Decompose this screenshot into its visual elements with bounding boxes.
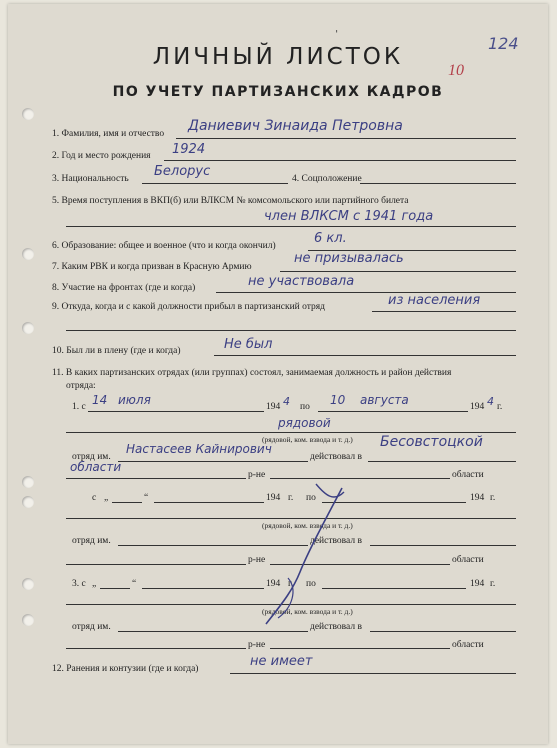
unit-2-from-label: с — [92, 493, 97, 503]
unit-1-from-line — [88, 411, 264, 412]
unit-2-month-line — [154, 502, 264, 503]
field-9-line-2 — [66, 330, 516, 331]
unit-1-position-value: рядовой — [278, 416, 331, 430]
unit-1-year-suffix: г. — [497, 402, 503, 412]
field-9-label: 9. Откуда, когда и с какой должности прибыл в партизанский отряд — [52, 302, 325, 312]
punch-hole — [22, 496, 34, 508]
unit-1-rn-line — [66, 478, 246, 479]
unit-1-position-hint: (рядовой, ком. взвода и т. д.) — [262, 435, 353, 444]
unit-3-otryad-label: отряд им. — [72, 622, 111, 632]
unit-2-rn-label: р-не — [248, 555, 266, 565]
field-10-line — [214, 355, 516, 356]
title-tick-mark: ˈ — [334, 28, 340, 45]
unit-3-oblast-line — [270, 648, 450, 649]
field-1-value: Даниевич Зинаида Петровна — [188, 118, 403, 134]
field-5-label: 5. Время поступления в ВКП(б) или ВЛКСМ № комсомольского или партийного билета — [52, 196, 409, 206]
unit-2-area-line — [370, 545, 516, 546]
field-9-line — [372, 311, 516, 312]
unit-1-year-a-hw: 4 — [283, 395, 290, 408]
field-2-value: 1924 — [172, 142, 206, 157]
page-title: ЛИЧНЫЙ ЛИСТОК — [152, 44, 404, 70]
unit-1-from-month: июля — [118, 393, 151, 407]
punch-hole — [22, 578, 34, 590]
unit-1-from-label: 1. с — [72, 402, 86, 412]
cross-out-stroke — [258, 482, 368, 632]
punch-holes — [8, 4, 48, 744]
unit-1-area-value: Бесовстоцкой — [380, 434, 483, 450]
unit-3-from-label: 3. с — [72, 579, 86, 589]
unit-1-to-line — [318, 411, 468, 412]
page-subtitle: ПО УЧЕТУ ПАРТИЗАНСКИХ КАДРОВ — [112, 84, 444, 100]
unit-2-close-quote: “ — [144, 493, 149, 503]
field-12-line — [230, 673, 516, 674]
field-6-label: 6. Образование: общее и военное (что и когда окончил) — [52, 241, 276, 251]
unit-1-otryad-line — [118, 461, 308, 462]
unit-3-year-a: 194 — [266, 579, 281, 589]
unit-2-deistv-label: действовал в — [310, 536, 362, 546]
field-1-line — [176, 138, 516, 139]
punch-hole — [22, 476, 34, 488]
unit-3-day-line — [100, 588, 130, 589]
unit-1-to-label: по — [300, 402, 310, 412]
unit-2-year-a-suffix: г. — [288, 493, 294, 503]
unit-1-oblast-label: области — [452, 470, 484, 480]
document-page — [8, 4, 548, 744]
field-1-label: 1. Фамилия, имя и отчество — [52, 129, 165, 139]
unit-2-position-hint: (рядовой, ком. взвода и т. д.) — [262, 521, 353, 530]
field-2-label: 2. Год и место рождения — [52, 151, 151, 161]
unit-3-rn-label: р-не — [248, 640, 266, 650]
field-6-value: 6 кл. — [314, 231, 347, 246]
field-11-label: 11. В каких партизанских отрядах (или группах) состоял, занимаемая должность и район действия — [52, 368, 452, 378]
unit-2-year-b: 194 — [470, 493, 485, 503]
unit-2-year-a: 194 — [266, 493, 281, 503]
archive-page-number: 124 — [488, 34, 519, 53]
unit-3-to-label: по — [306, 579, 316, 589]
punch-hole — [22, 248, 34, 260]
field-7-label: 7. Каким РВК и когда призван в Красную Армию — [52, 262, 252, 272]
unit-1-area-line — [368, 461, 516, 462]
unit-1-year-b-hw: 4 — [487, 395, 494, 408]
field-3-value: Белорус — [154, 164, 211, 179]
unit-3-open-quote: „ — [92, 579, 97, 589]
unit-1-from-day: 14 — [92, 393, 108, 407]
unit-2-to-label: по — [306, 493, 316, 503]
unit-1-to-month: августа — [360, 393, 409, 407]
unit-1-oblast-value: области — [70, 460, 122, 474]
unit-3-year-a-suffix: г. — [288, 579, 294, 589]
unit-1-otryad-value: Настасеев Кайнирович — [126, 442, 272, 456]
field-2-line — [164, 160, 516, 161]
unit-2-otryad-label: отряд им. — [72, 536, 111, 546]
punch-hole — [22, 322, 34, 334]
unit-2-year-suffix: г. — [490, 493, 496, 503]
field-8-value: не участвовала — [248, 274, 355, 289]
field-10-value: Не был — [224, 337, 273, 352]
field-8-label: 8. Участие на фронтах (где и когда) — [52, 283, 196, 293]
unit-3-deistv-label: действовал в — [310, 622, 362, 632]
unit-2-rn-line — [66, 564, 246, 565]
field-11-label-cont: отряда: — [66, 381, 96, 391]
field-10-label: 10. Был ли в плену (где и когда) — [52, 346, 181, 356]
field-9-value: из населения — [388, 293, 481, 308]
unit-2-oblast-label: области — [452, 555, 484, 565]
unit-3-position-hint: (рядовой, ком. взвода и т. д.) — [262, 607, 353, 616]
unit-3-oblast-label: области — [452, 640, 484, 650]
unit-1-rn-label: р-не — [248, 470, 266, 480]
unit-1-deistv-label: действовал в — [310, 452, 362, 462]
field-5-line — [66, 226, 516, 227]
punch-hole — [22, 108, 34, 120]
unit-1-to-day: 10 — [330, 393, 346, 407]
red-pencil-number: 10 — [448, 62, 464, 79]
field-7-line — [280, 271, 516, 272]
field-3-line — [142, 183, 288, 184]
unit-1-otryad-label: отряд им. — [72, 452, 111, 462]
unit-3-rn-line — [66, 648, 246, 649]
field-3-label: 3. Национальность — [52, 174, 129, 184]
unit-3-year-suffix: г. — [490, 579, 496, 589]
unit-3-close-quote: “ — [132, 579, 137, 589]
punch-hole — [22, 614, 34, 626]
unit-1-position-line — [66, 432, 516, 433]
unit-1-year-b: 194 — [470, 402, 485, 412]
unit-3-area-line — [370, 631, 516, 632]
unit-1-year-a: 194 — [266, 402, 281, 412]
unit-1-oblast-line — [270, 478, 450, 479]
field-12-value: не имеет — [250, 654, 313, 669]
field-5-value: член ВЛКСМ с 1941 года — [264, 209, 434, 224]
unit-3-year-b: 194 — [470, 579, 485, 589]
field-7-value: не призывалась — [294, 251, 404, 266]
field-12-label: 12. Ранения и контузии (где и когда) — [52, 664, 199, 674]
unit-2-day-line — [112, 502, 142, 503]
unit-3-month-line — [142, 588, 264, 589]
field-4-label: 4. Соцположение — [292, 174, 362, 184]
field-4-line — [360, 183, 516, 184]
unit-2-open-quote: „ — [104, 493, 109, 503]
